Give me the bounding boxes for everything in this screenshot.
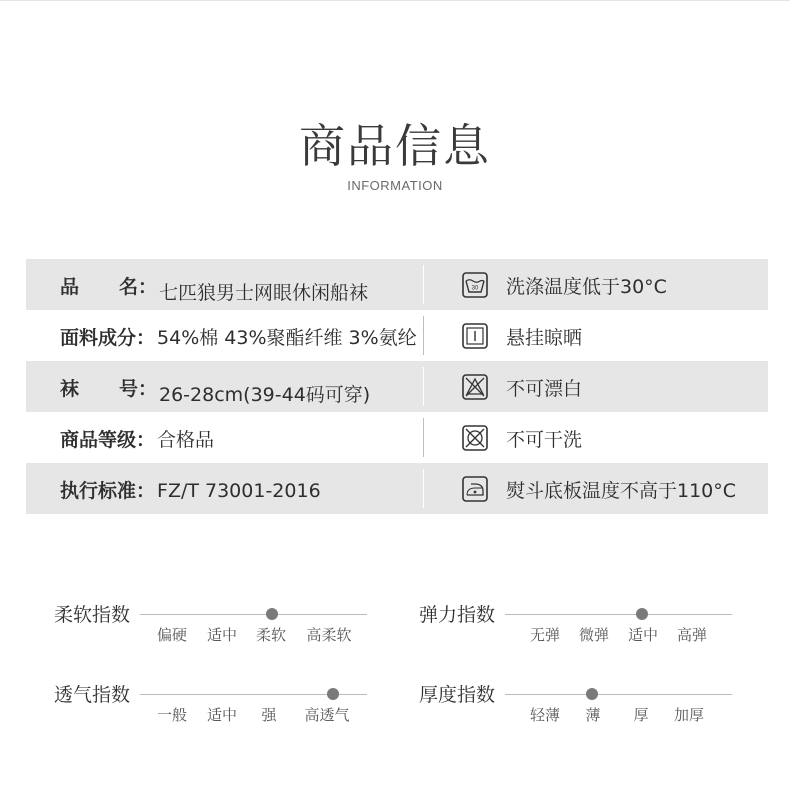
index-level: 微弹: [578, 626, 610, 644]
index-name: 透气指数: [54, 684, 131, 706]
index-level: 适中: [627, 626, 659, 644]
info-row-name: [26, 259, 768, 310]
index-level: 高柔软: [306, 626, 352, 644]
info-label: 商品等级：: [60, 429, 156, 451]
index-level: 高弹: [676, 626, 708, 644]
info-value: 26-28cm(39-44码可穿): [159, 384, 371, 406]
care-text: 熨斗底板温度不高于110°C: [506, 479, 737, 502]
iron-low-icon: [462, 476, 488, 502]
info-label: 品 名：: [60, 276, 157, 298]
no-dry-clean-icon: [462, 425, 488, 451]
index-name: 柔软指数: [54, 604, 131, 626]
info-label: 袜 号：: [60, 378, 157, 400]
column-divider: [423, 316, 424, 355]
care-text: 不可干洗: [506, 428, 583, 451]
info-value: FZ/T 73001-2016: [157, 480, 321, 502]
index-level: 适中: [206, 706, 238, 724]
info-row-standard: [26, 463, 768, 514]
index-scale-line: [505, 614, 732, 615]
breathability-index: [54, 680, 374, 730]
column-divider: [423, 418, 424, 457]
care-text: 洗涤温度低于30°C: [506, 275, 667, 298]
svg-text:30: 30: [471, 285, 479, 292]
column-divider: [423, 469, 424, 508]
page-title: 商品信息: [299, 119, 491, 173]
index-selected-marker: [266, 608, 278, 620]
info-row-grade: [26, 412, 768, 463]
index-level: 适中: [206, 626, 238, 644]
info-value: 合格品: [157, 429, 215, 451]
product-info-table: [26, 259, 768, 514]
info-label: 面料成分：: [60, 327, 156, 349]
column-divider: [423, 265, 424, 304]
info-value: 54%棉 43%聚酯纤维 3%氨纶: [157, 327, 417, 349]
index-level: 无弹: [529, 626, 561, 644]
index-scale-line: [140, 614, 367, 615]
index-level: 厚: [633, 706, 649, 724]
index-selected-marker: [636, 608, 648, 620]
index-level: 轻薄: [529, 706, 561, 724]
wash-30-icon: [462, 272, 488, 298]
thickness-index: [419, 680, 739, 730]
info-row-size: [26, 361, 768, 412]
index-name: 弹力指数: [419, 604, 496, 626]
index-level: 柔软: [255, 626, 287, 644]
index-level: 强: [261, 706, 277, 724]
info-label: 执行标准：: [60, 480, 156, 502]
softness-index: [54, 600, 374, 650]
column-divider: [423, 367, 424, 406]
info-value: 七匹狼男士网眼休闲船袜: [159, 282, 369, 304]
no-bleach-icon: [462, 374, 488, 400]
index-level: 高透气: [304, 706, 350, 724]
top-divider: [0, 0, 790, 1]
index-scale-line: [505, 694, 732, 695]
care-text: 悬挂晾晒: [506, 326, 583, 349]
info-row-material: [26, 310, 768, 361]
index-level: 偏硬: [156, 626, 188, 644]
index-selected-marker: [586, 688, 598, 700]
index-level: 薄: [585, 706, 601, 724]
page-subtitle: INFORMATION: [347, 178, 443, 193]
elasticity-index: [419, 600, 739, 650]
index-selected-marker: [327, 688, 339, 700]
hang-dry-shade-icon: [462, 323, 488, 349]
index-level: 一般: [156, 706, 188, 724]
care-text: 不可漂白: [506, 377, 583, 400]
index-name: 厚度指数: [419, 684, 496, 706]
index-level: 加厚: [673, 706, 705, 724]
